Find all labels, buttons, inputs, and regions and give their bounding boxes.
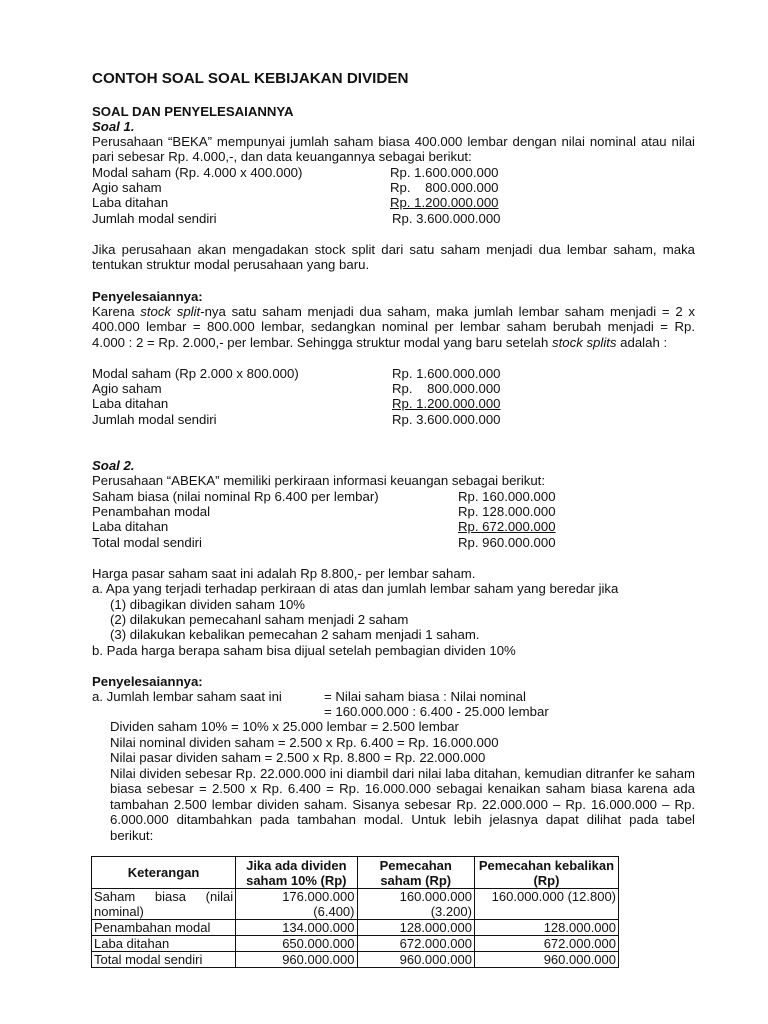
table-cell: 960.000.000	[357, 952, 474, 968]
table-row	[92, 936, 619, 952]
table-cell: 672.000.000	[357, 936, 474, 952]
table-cell: 650.000.000	[236, 936, 357, 952]
table-cell: 160.000.000 (12.800)	[474, 889, 618, 920]
table-header: Pemecahan kebalikan (Rp)	[474, 857, 618, 889]
table-cell: 160.000.000 (3.200)	[357, 889, 474, 920]
soal1-question: Jika perusahaan akan mengadakan stock split dari satu saham menjadi dua lembar saham, maka tentukan struktur modal perusahaan yang baru.	[92, 242, 695, 273]
soal2-solution-a-formula: = Nilai saham biasa : Nilai nominal	[324, 689, 526, 704]
soal2-label: Soal 2.	[92, 458, 135, 473]
table-row	[92, 889, 619, 920]
table-cell: 960.000.000	[474, 952, 618, 968]
soal2-item: Saham biasa (nilai nominal Rp 6.400 per lembar) Rp. 160.000.000	[92, 489, 556, 504]
soal2-solution-a: a. Jumlah lembar saham saat ini	[92, 689, 282, 704]
soal2-item: Penambahan modal Rp. 128.000.000	[92, 504, 556, 519]
soal2-step-explanation: Nilai dividen sebesar Rp. 22.000.000 ini diambil dari nilai laba ditahan, kemudian ditranfer ke saham biasa sebesar = 2.500 x Rp. 6.400 = Rp. 16.000.000 sebagai kenaikan saham biasa karena ada tambahan 2.500 lembar dividen saham. Sisanya sebesar Rp. 22.000.000 – Rp. 16.000.000 – Rp. 6.000.000 ditambahkan pada tambahan modal. Untuk lebih jelasnya dapat dilihat pada tabel berikut:	[110, 766, 695, 843]
table-row	[92, 920, 619, 936]
page-title: CONTOH SOAL SOAL KEBIJAKAN DIVIDEN	[92, 70, 409, 87]
table-cell: 128.000.000	[357, 920, 474, 936]
table-row	[92, 952, 619, 968]
soal2-question-a3: (3) dilakukan kebalikan pemecahan 2 saham menjadi 1 saham.	[110, 627, 480, 642]
soal2-item: Laba ditahan Rp. 672.000.000	[92, 519, 556, 534]
table-cell: Penambahan modal	[92, 920, 236, 936]
soal1-solution-label: Penyelesaiannya:	[92, 289, 203, 304]
soal2-intro: Perusahaan “ABEKA” memiliki perkiraan informasi keuangan sebagai berikut:	[92, 473, 545, 488]
soal2-question-b: b. Pada harga berapa saham bisa dijual setelah pembagian dividen 10%	[92, 643, 516, 658]
table-header: Keterangan	[92, 857, 236, 889]
soal1-new-item: Modal saham (Rp 2.000 x 800.000) Rp. 1.600.000.000	[92, 366, 501, 381]
soal2-step: Dividen saham 10% = 10% x 25.000 lembar = 2.500 lembar	[110, 719, 459, 734]
soal1-item: Modal saham (Rp. 4.000 x 400.000) Rp. 1.600.000.000	[92, 165, 499, 180]
soal1-solution-text: Karena stock split-nya satu saham menjadi dua saham, maka jumlah lembar saham menjadi = 2 x 400.000 lembar = 800.000 lembar, sedangkan nominal per lembar saham berubah menjadi = Rp. 4.000 : 2 = Rp. 2.000,- per lembar. Sehingga struktur modal yang baru setelah stock splits adalah :	[92, 304, 695, 350]
soal1-item: Agio saham Rp. 800.000.000	[92, 180, 499, 195]
section-heading: SOAL DAN PENYELESAIANNYA	[92, 104, 294, 119]
soal1-new-item: Agio saham Rp. 800.000.000	[92, 381, 501, 396]
table-header: Pemecahan saham (Rp)	[357, 857, 474, 889]
soal1-label: Soal 1.	[92, 119, 135, 134]
table-header: Jika ada dividen saham 10% (Rp)	[236, 857, 357, 889]
table-cell: 960.000.000	[236, 952, 357, 968]
table-cell: Saham biasa (nilai nominal)	[92, 889, 236, 920]
soal1-intro: Perusahaan “BEKA” mempunyai jumlah saham biasa 400.000 lembar dengan nilai nominal atau nilai pari sebesar Rp. 4.000,-, dan data keuangannya sebagai berikut:	[92, 134, 695, 165]
table-cell: 176.000.000 (6.400)	[236, 889, 357, 920]
soal1-new-item: Laba ditahan Rp. 1.200.000.000	[92, 396, 501, 411]
soal2-item: Total modal sendiri Rp. 960.000.000	[92, 535, 556, 550]
table-header-row	[92, 857, 619, 889]
soal2-price: Harga pasar saham saat ini adalah Rp 8.800,- per lembar saham.	[92, 566, 476, 581]
table-cell: Total modal sendiri	[92, 952, 236, 968]
soal2-question-a1: (1) dibagikan dividen saham 10%	[110, 597, 305, 612]
table-cell: 672.000.000	[474, 936, 618, 952]
soal1-item: Laba ditahan Rp. 1.200.000.000	[92, 195, 499, 210]
soal1-new-item: Jumlah modal sendiri Rp. 3.600.000.000	[92, 412, 501, 427]
capital-structure-table	[91, 856, 619, 968]
table-cell: 134.000.000	[236, 920, 357, 936]
table-cell: 128.000.000	[474, 920, 618, 936]
soal2-step: Nilai pasar dividen saham = 2.500 x Rp. 8.800 = Rp. 22.000.000	[110, 750, 486, 765]
soal2-step: Nilai nominal dividen saham = 2.500 x Rp. 6.400 = Rp. 16.000.000	[110, 735, 499, 750]
soal2-solution-label: Penyelesaiannya:	[92, 674, 203, 689]
soal2-question-a2: (2) dilakukan pemecahanl saham menjadi 2 saham	[110, 612, 409, 627]
soal2-solution-a-result: = 160.000.000 : 6.400 - 25.000 lembar	[324, 704, 549, 719]
soal2-question-a: a. Apa yang terjadi terhadap perkiraan di atas dan jumlah lembar saham yang beredar jika	[92, 581, 619, 596]
table-cell: Laba ditahan	[92, 936, 236, 952]
soal1-item: Jumlah modal sendiri Rp. 3.600.000.000	[92, 211, 501, 226]
